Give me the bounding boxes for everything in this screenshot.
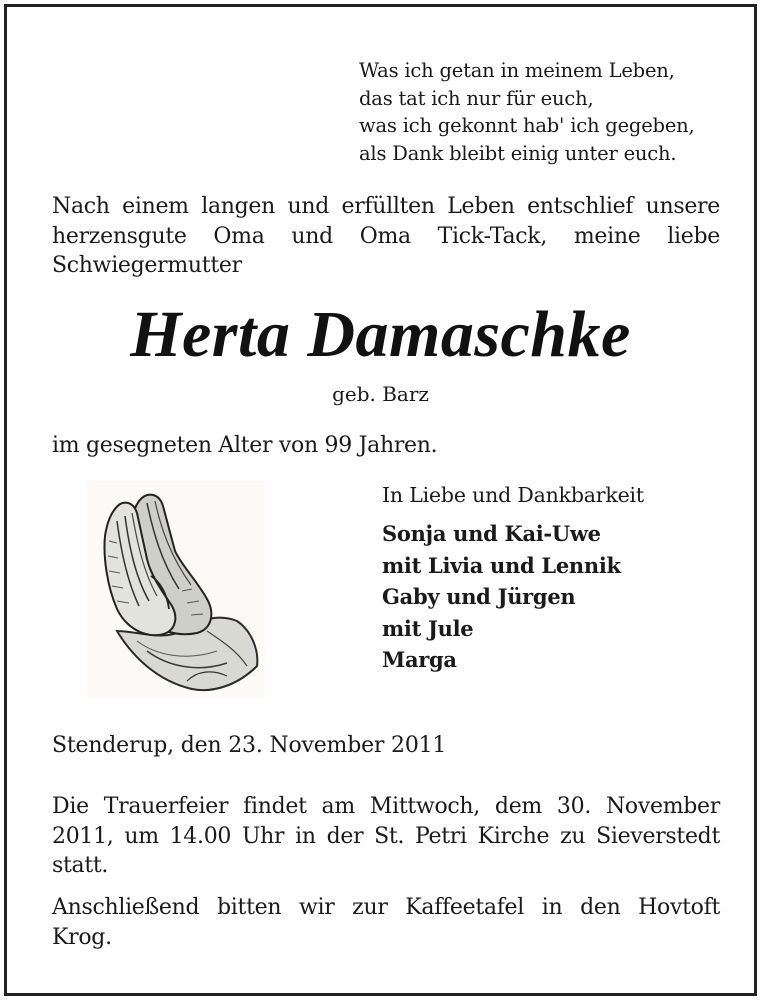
intro-line: herzensgute Oma und Oma Tick-Tack, meine liebe <box>52 223 720 249</box>
mourner-name: mit Jule <box>382 615 474 641</box>
funeral-line: statt. <box>52 853 109 878</box>
place-date: Stenderup, den 23. November 2011 <box>52 733 447 758</box>
mourner-name: Gaby und Jürgen <box>382 584 576 609</box>
poem-line: das tat ich nur für euch, <box>359 86 594 110</box>
deceased-name: Herta Damaschke <box>130 298 631 371</box>
praying-hands-icon <box>87 481 265 697</box>
funeral-line: 2011, um 14.00 Uhr in der St. Petri Kirche zu Sieverstedt <box>52 823 720 849</box>
intro-text <box>52 192 720 281</box>
mourner-name: mit Livia und Lennik <box>382 552 621 578</box>
funeral-info <box>52 792 720 881</box>
age-text: im gesegneten Alter von 99 Jahren. <box>52 433 438 458</box>
maiden-name: geb. Barz <box>332 382 429 406</box>
coffee-info <box>52 893 720 952</box>
mourners-label: In Liebe und Dankbarkeit <box>382 483 644 507</box>
mourners-list <box>382 518 722 676</box>
obituary-notice <box>4 4 757 996</box>
intro-line: Schwiegermutter <box>52 253 242 278</box>
funeral-line: Die Trauerfeier findet am Mittwoch, dem 30. November <box>52 794 720 819</box>
coffee-line: Anschließend bitten wir zur Kaffeetafel in den Hovtoft <box>52 895 720 920</box>
poem-line: was ich gekonnt hab' ich gegeben, <box>359 114 695 137</box>
intro-line: Nach einem langen und erfüllten Leben entschlief unsere <box>52 194 720 219</box>
mourner-name: Marga <box>382 647 457 672</box>
mourner-name: Sonja und Kai-Uwe <box>382 521 601 546</box>
poem-line: Was ich getan in meinem Leben, <box>359 59 675 82</box>
poem <box>359 57 719 167</box>
poem-line: als Dank bleibt einig unter euch. <box>359 141 677 165</box>
coffee-line: Krog. <box>52 924 112 950</box>
